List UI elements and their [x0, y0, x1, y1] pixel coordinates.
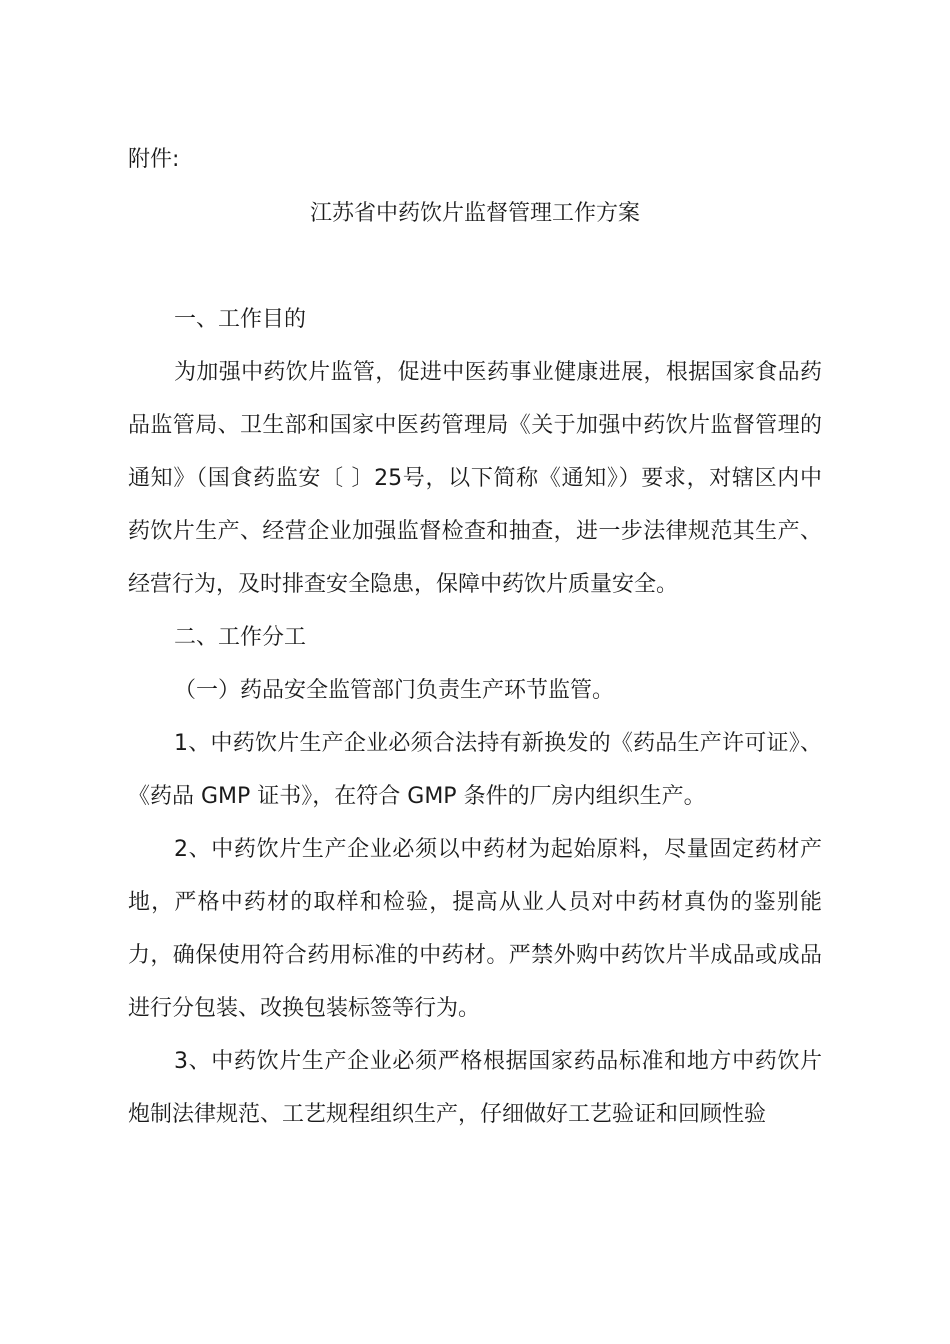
attachment-label: 附件:: [128, 147, 180, 172]
subsection-heading-production: （一）药品安全监管部门负责生产环节监管。: [174, 678, 615, 703]
paragraph-purpose: 为加强中药饮片监管，促进中医药事业健康进展，根据国家食品药品监管局、卫生部和国家中医药管理局《关于加强中药饮片监督管理的通知》（国食药监安〔 〕25号，以下简称《通知》）要求，对辖区内中药饮片生产、经营企业加强监督检查和抽查，进一步法律规范其生产、经营行为，及时排查安全隐患，保障中药饮片质量安全。: [128, 360, 822, 597]
section-heading-purpose: 一、工作目的: [174, 307, 307, 332]
document-title: 江苏省中药饮片监督管理工作方案: [309, 201, 640, 226]
list-item-3: 3、中药饮片生产企业必须严格根据国家药品标准和地方中药饮片炮制法律规范、工艺规程组织生产，仔细做好工艺验证和回顾性验: [128, 1049, 822, 1127]
list-item-1: 1、中药饮片生产企业必须合法持有新换发的《药品生产许可证》、《药品 GMP 证书》，在符合 GMP 条件的厂房内组织生产。: [128, 731, 822, 809]
list-item-2: 2、中药饮片生产企业必须以中药材为起始原料，尽量固定药材产地，严格中药材的取样和检验，提高从业人员对中药材真伪的鉴别能力，确保使用符合药用标准的中药材。严禁外购中药饮片半成品或成品进行分包装、改换包装标签等行为。: [128, 837, 822, 1021]
section-heading-division: 二、工作分工: [174, 625, 307, 650]
document-body: [128, 293, 822, 1141]
